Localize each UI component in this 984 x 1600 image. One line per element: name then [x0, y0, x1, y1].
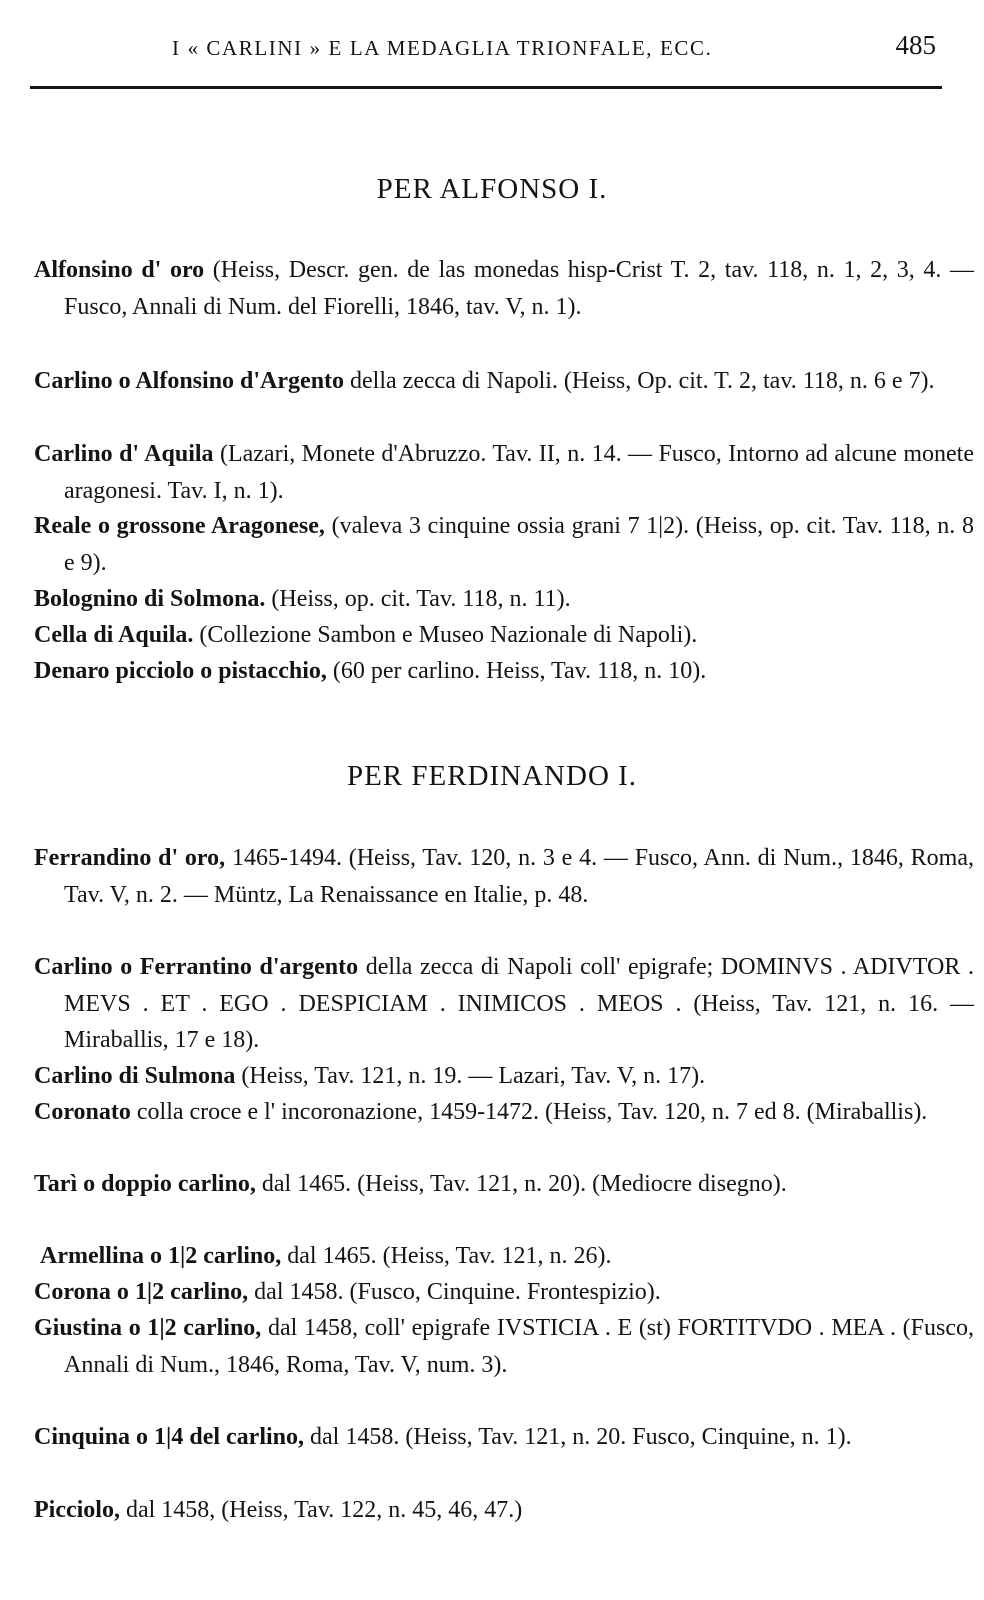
entry-headword: Reale o grossone Aragonese,: [34, 513, 325, 539]
entry-text: (Heiss, op. cit. Tav. 118, n. 11).: [265, 586, 571, 612]
entry-text: dal 1465. (Heiss, Tav. 121, n. 20). (Mediocre disegno).: [255, 1171, 787, 1197]
entry-carlino-alfonsino: [34, 363, 974, 400]
section-title-ferdinando: PER FERDINANDO I.: [346, 760, 638, 792]
entry-headword: Carlino di Sulmona: [34, 1063, 236, 1089]
entry-ferrandino-doro: [34, 840, 974, 913]
entry-coronato: [34, 1094, 974, 1131]
entry-headword: Carlino o Alfonsino d'Argento: [34, 368, 345, 394]
entry-carlino-sulmona: [34, 1058, 974, 1095]
entry-tari: [34, 1166, 974, 1203]
entry-headword: Alfonsino d' oro: [34, 257, 205, 283]
entry-headword: Bolognino di Solmona.: [34, 586, 266, 612]
entry-headword: Tarì o doppio carlino,: [34, 1171, 256, 1197]
page-number: 485: [895, 30, 936, 60]
entry-text: colla croce e l' incoronazione, 1459-1472. (Heiss, Tav. 120, n. 7 ed 8. (Miraballis).: [130, 1099, 928, 1125]
entry-headword: Cinquina o 1|4 del carlino,: [34, 1424, 304, 1450]
section-title-alfonso: PER ALFONSO I.: [376, 173, 608, 205]
running-title: I « CARLINI » E LA MEDAGLIA TRIONFALE, ECC.: [172, 36, 713, 60]
header-rule: [30, 86, 942, 89]
entry-headword: Giustina o 1|2 carlino,: [34, 1315, 262, 1341]
entry-headword: Coronato: [34, 1099, 131, 1125]
entry-text: (Collezione Sambon e Museo Nazionale di Napoli).: [193, 622, 698, 648]
entry-armellina: [40, 1238, 974, 1275]
entry-headword: Denaro picciolo o pistacchio,: [34, 658, 327, 684]
entry-text: dal 1458. (Heiss, Tav. 121, n. 20. Fusco, Cinquine, n. 1).: [304, 1424, 852, 1450]
entry-headword: Armellina o 1|2 carlino,: [40, 1243, 282, 1269]
entry-headword: Corona o 1|2 carlino,: [34, 1279, 249, 1305]
entry-text: della zecca di Napoli. (Heiss, Op. cit. T. 2, tav. 118, n. 6 e 7).: [344, 368, 935, 394]
entry-picciolo: [34, 1492, 974, 1529]
entry-headword: Ferrandino d' oro,: [34, 845, 226, 871]
entry-text: (Lazari, Monete d'Abruzzo. Tav. II, n. 14. — Fusco, Intorno ad alcune monete aragonesi. Tav. I, n. 1).: [64, 441, 974, 504]
entry-headword: Cella di Aquila.: [34, 622, 194, 648]
entry-bolognino: [34, 581, 974, 618]
entry-cinquina: [34, 1419, 974, 1456]
entry-cella-aquila: [34, 617, 974, 654]
running-head: [30, 30, 942, 64]
entry-text: 1465-1494. (Heiss, Tav. 120, n. 3 e 4. — Fusco, Ann. di Num., 1846, Roma, Tav. V, n. 2. — Müntz, La Renaissance en Italie, p. 48.: [64, 845, 974, 908]
entry-headword: Carlino d' Aquila: [34, 441, 214, 467]
entry-headword: Carlino o Ferrantino d'argento: [34, 954, 359, 980]
entry-alfonsino-doro: [34, 252, 974, 325]
entry-text: della zecca di Napoli coll' epigrafe; DOMINVS . ADIVTOR . MEVS . ET . EGO . DESPICIAM . INIMICOS . MEOS . (Heiss, Tav. 121, n. 16. — Miraballis, 17 e 18).: [64, 954, 974, 1054]
entry-giustina: [34, 1310, 974, 1383]
entry-carlino-ferrantino: [34, 949, 974, 1059]
entry-text: (Heiss, Descr. gen. de las monedas hisp-Crist T. 2, tav. 118, n. 1, 2, 3, 4. — Fusco, Annali di Num. del Fiorelli, 1846, tav. V, n. 1).: [64, 257, 974, 320]
entry-headword: Picciolo,: [34, 1497, 120, 1523]
entry-text: (60 per carlino. Heiss, Tav. 118, n. 10).: [326, 658, 707, 684]
entry-denaro-picciolo: [34, 653, 974, 690]
entry-text: (Heiss, Tav. 121, n. 19. — Lazari, Tav. V, n. 17).: [235, 1063, 706, 1089]
entry-text: (valeva 3 cinquine ossia grani 7 1|2). (Heiss, op. cit. Tav. 118, n. 8 e 9).: [64, 513, 974, 576]
entry-text: dal 1465. (Heiss, Tav. 121, n. 26).: [281, 1243, 612, 1269]
entry-corona: [34, 1274, 974, 1311]
entry-text: dal 1458. (Fusco, Cinquine. Frontespizio).: [248, 1279, 661, 1305]
entry-reale-grossone: [34, 508, 974, 581]
entry-text: dal 1458, coll' epigrafe IVSTICIA . E (st) FORTITVDO . MEA . (Fusco, Annali di Num., 1846, Roma, Tav. V, num. 3).: [64, 1315, 974, 1378]
entry-carlino-aquila: [34, 436, 974, 509]
entry-text: dal 1458, (Heiss, Tav. 122, n. 45, 46, 47.): [119, 1497, 523, 1523]
